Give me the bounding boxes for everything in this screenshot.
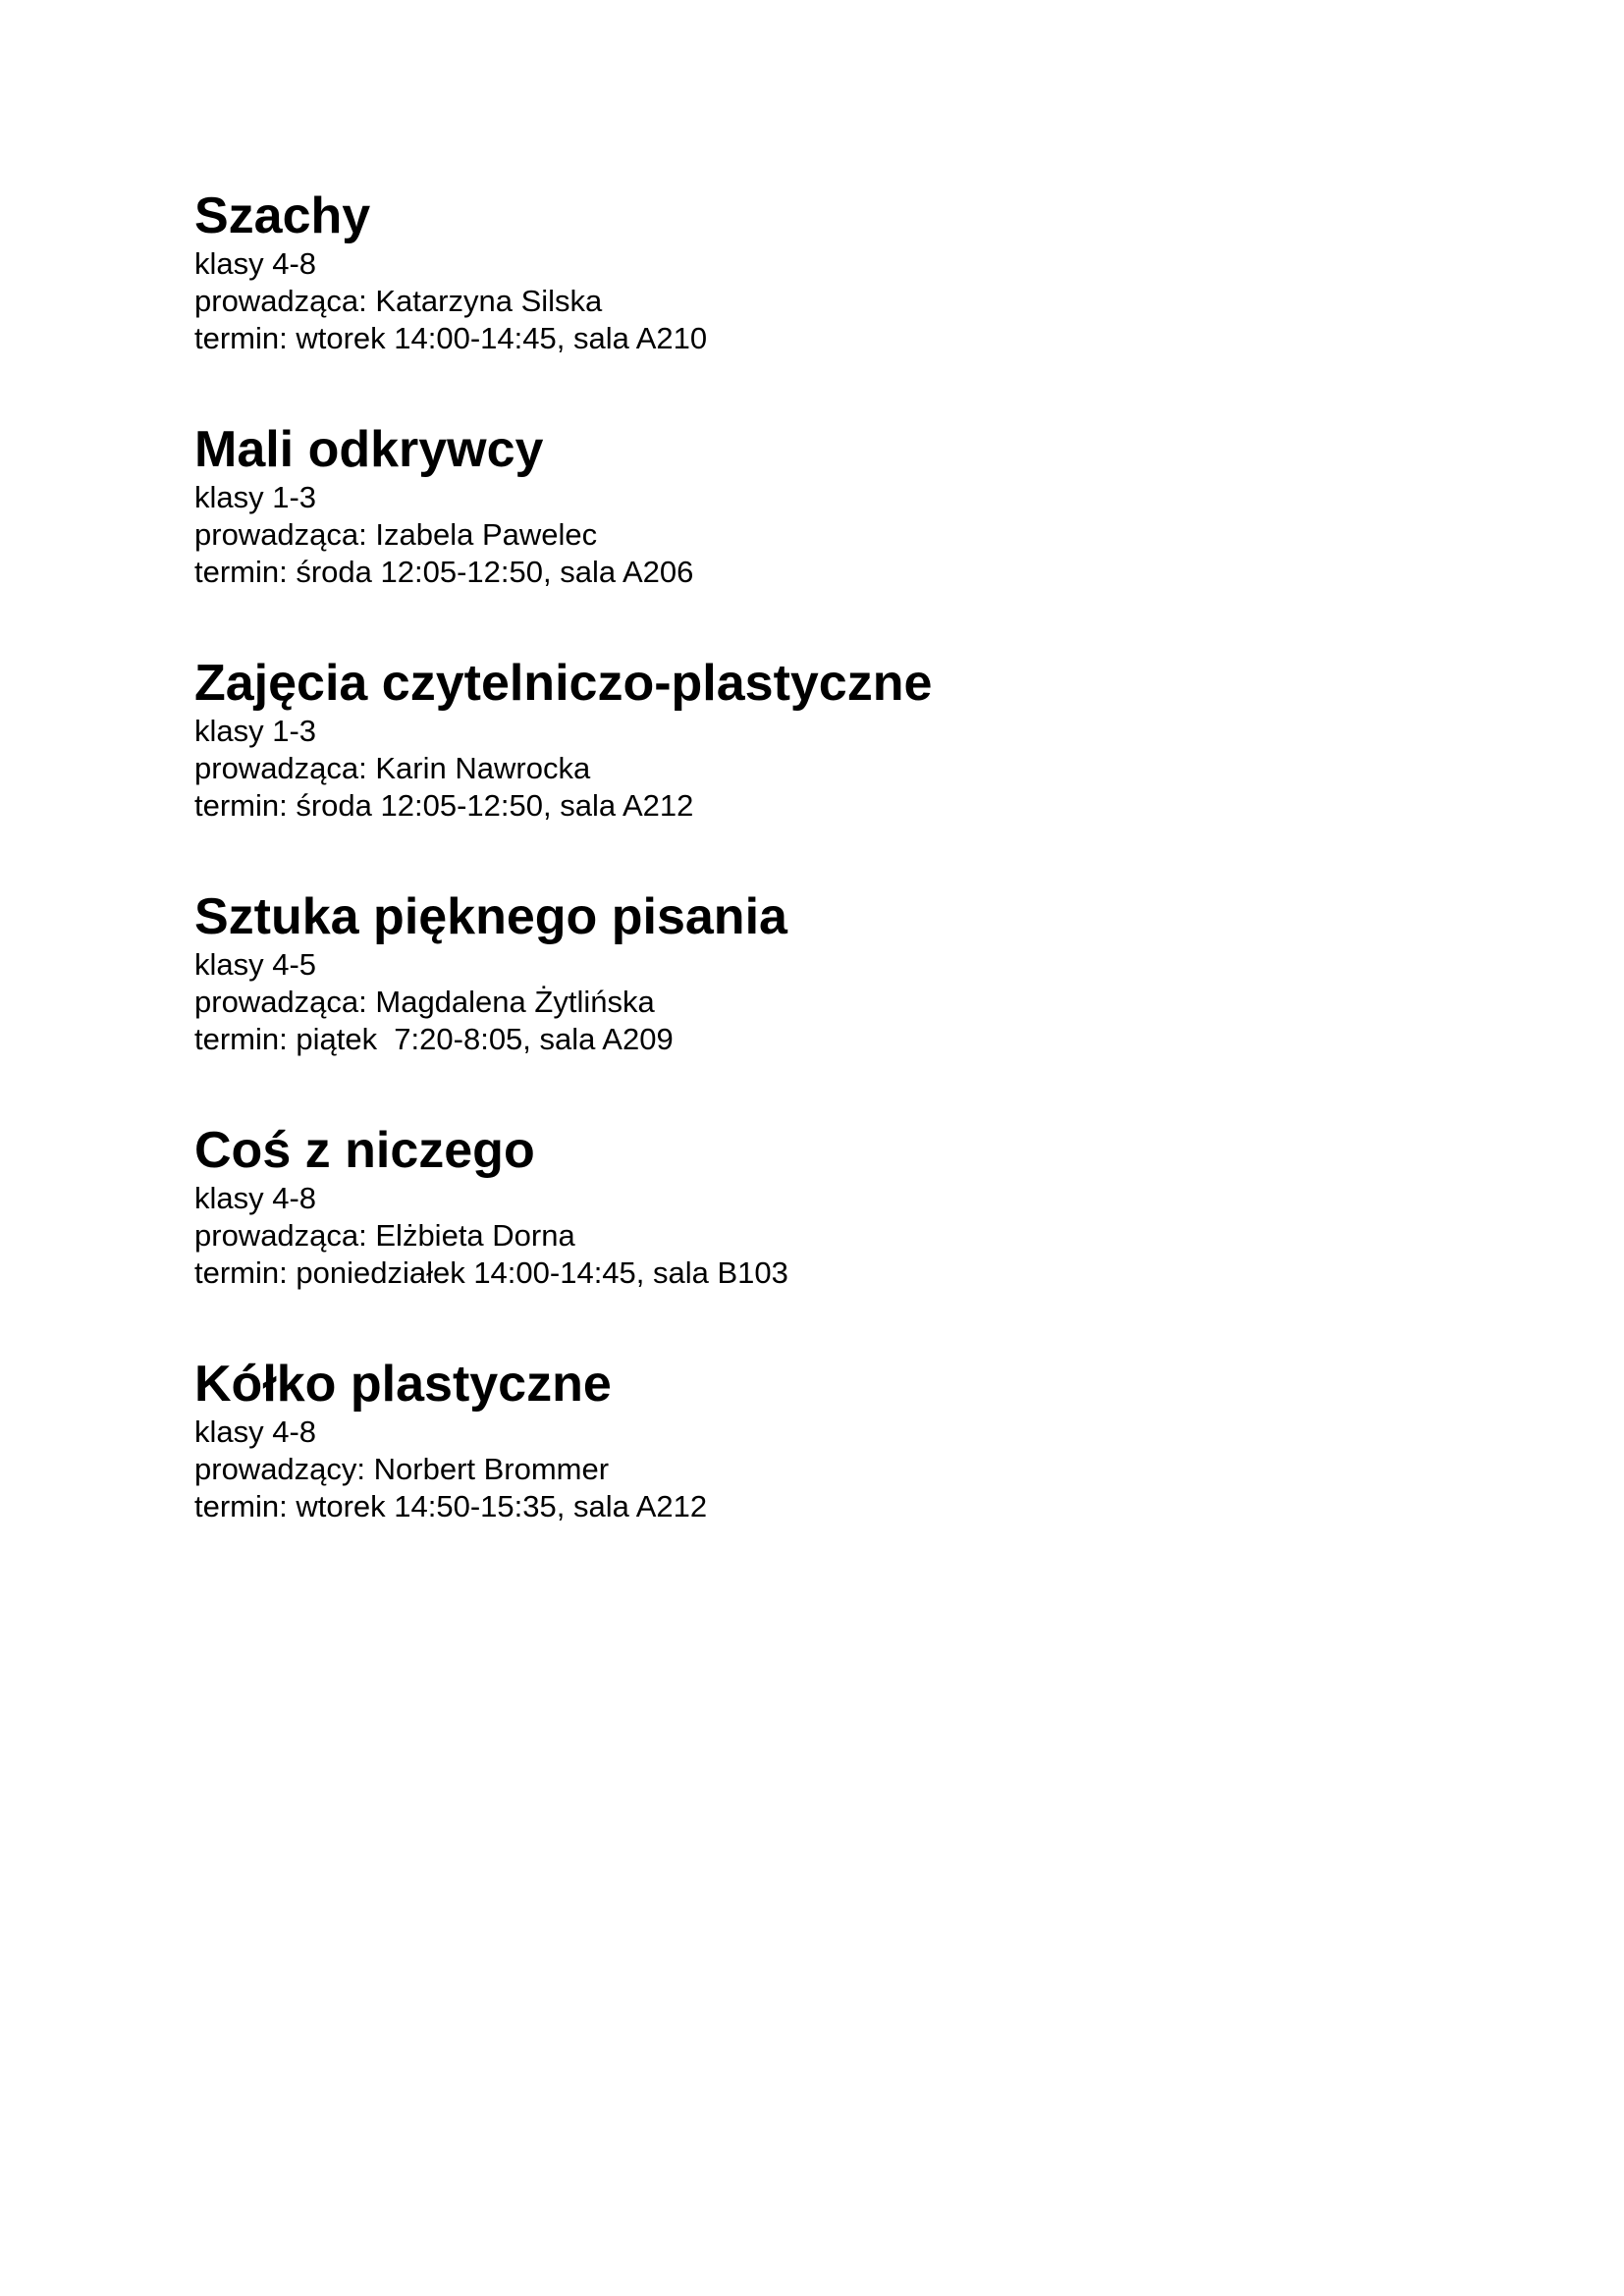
activity-title: Coś z niczego bbox=[194, 1122, 535, 1179]
activity-mali-odkrywcy bbox=[194, 420, 1471, 591]
activity-grades: klasy 4-8 bbox=[194, 246, 317, 281]
activity-kolko-plastyczne bbox=[194, 1355, 1471, 1525]
activity-schedule: termin: środa 12:05-12:50, sala A206 bbox=[194, 555, 694, 589]
activity-schedule: termin: wtorek 14:00-14:45, sala A210 bbox=[194, 321, 708, 355]
activity-grades: klasy 4-5 bbox=[194, 947, 317, 982]
activity-teacher: prowadząca: Elżbieta Dorna bbox=[194, 1218, 575, 1253]
activity-teacher: prowadząca: Magdalena Żytlińska bbox=[194, 985, 655, 1019]
activity-cos-z-niczego bbox=[194, 1121, 1471, 1292]
activity-zajecia-czytelniczo-plastyczne bbox=[194, 654, 1471, 825]
activity-schedule: termin: piątek 7:20-8:05, sala A209 bbox=[194, 1022, 674, 1056]
activity-grades: klasy 4-8 bbox=[194, 1181, 317, 1215]
activity-title: Kółko plastyczne bbox=[194, 1356, 612, 1413]
activity-teacher: prowadząca: Katarzyna Silska bbox=[194, 284, 603, 318]
activity-teacher: prowadzący: Norbert Brommer bbox=[194, 1452, 610, 1486]
activity-teacher: prowadząca: Izabela Pawelec bbox=[194, 517, 598, 552]
activity-sztuka-pieknego-pisania bbox=[194, 887, 1471, 1058]
activity-schedule: termin: poniedziałek 14:00-14:45, sala B103 bbox=[194, 1255, 788, 1290]
activity-title: Szachy bbox=[194, 187, 371, 244]
activity-teacher: prowadząca: Karin Nawrocka bbox=[194, 751, 591, 785]
activity-schedule: termin: środa 12:05-12:50, sala A212 bbox=[194, 788, 694, 823]
activity-grades: klasy 1-3 bbox=[194, 480, 317, 514]
activity-title: Mali odkrywcy bbox=[194, 421, 544, 478]
activity-title: Zajęcia czytelniczo-plastyczne bbox=[194, 655, 933, 712]
activity-grades: klasy 1-3 bbox=[194, 714, 317, 748]
activity-szachy bbox=[194, 187, 1471, 357]
activity-grades: klasy 4-8 bbox=[194, 1415, 317, 1449]
activity-schedule: termin: wtorek 14:50-15:35, sala A212 bbox=[194, 1489, 708, 1523]
activity-title: Sztuka pięknego pisania bbox=[194, 888, 787, 945]
